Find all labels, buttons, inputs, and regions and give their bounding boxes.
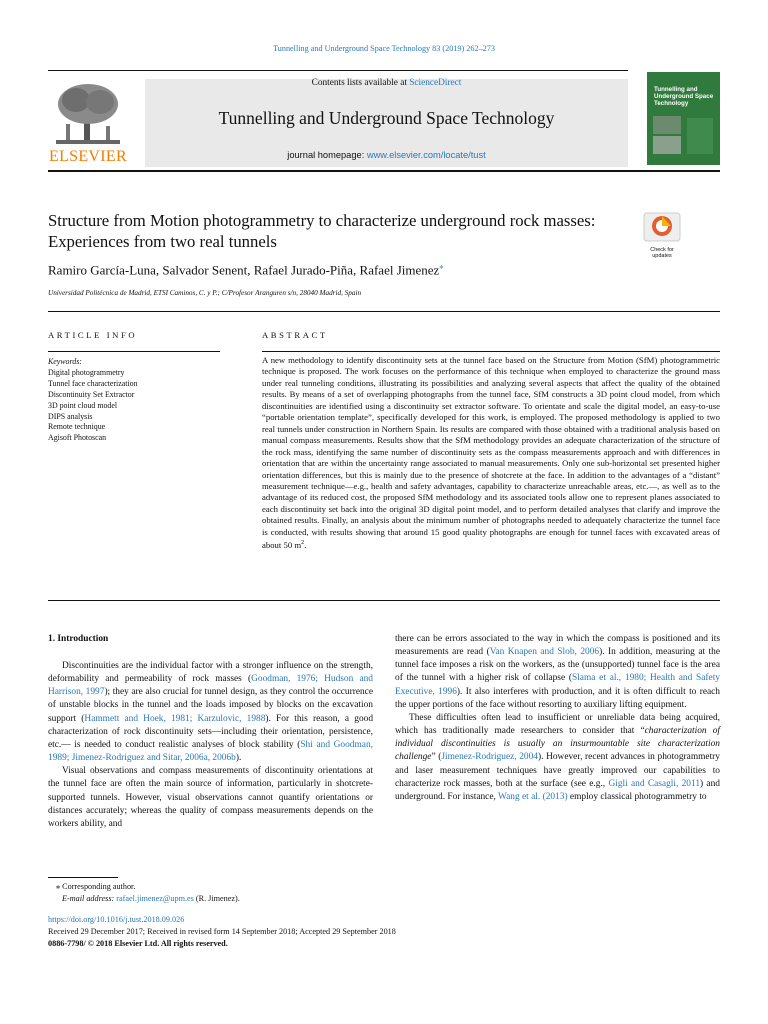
text: there can be errors associated to the way in which the compass is positioned and its measurements are read ( [395, 634, 720, 658]
quotation: characterization of individual discontinuities is usually an insurmountable site characterization challenge [395, 726, 720, 763]
journal-homepage [145, 150, 628, 160]
journal-cover-thumbnail[interactable] [647, 72, 720, 165]
received-dates: Received 29 December 2017; Received in revised form 14 September 2018; Accepted 29 September 2018 [48, 927, 396, 936]
keyword-item: Discontinuity Set Extractor [48, 389, 135, 399]
section-divider [48, 311, 720, 312]
citation-link[interactable]: Wang et al. (2013) [498, 791, 568, 802]
elsevier-wordmark: ELSEVIER [49, 148, 127, 165]
author-list [48, 262, 443, 278]
paragraph [395, 712, 720, 804]
citation-link[interactable]: Shi and Goodman, 1989; Jimenez-Rodriguez and Sitar, 2006a, 2006b [48, 739, 373, 764]
cover-photo [653, 116, 681, 134]
contents-line [145, 78, 628, 88]
header-bottom-rule [48, 170, 720, 172]
cover-photo [653, 136, 681, 154]
keyword-item: Digital photogrammetry [48, 367, 125, 377]
author-affiliation: Universidad Politécnica de Madrid, ETSI Caminos, C. y P.; C/Profesor Aranguren s/n, 28040 Madrid, Spain [48, 289, 362, 297]
text: employ classical photogrammetry to [567, 791, 707, 802]
text: ). It also interferes with production, and it is often difficult to reach the upper portions of the face without resorting to auxiliary lifting equipment. [395, 686, 720, 710]
citation-link[interactable]: Van Knapen and Slob, 2006 [489, 647, 600, 658]
cover-title: Tunnelling and Underground Space Technology [654, 86, 714, 107]
abstract-end: . [304, 540, 307, 551]
text: ” ( [431, 752, 442, 763]
email-label: E-mail address: [62, 894, 117, 903]
keywords-label: Keywords: [48, 357, 82, 366]
introduction-heading: 1. Introduction [48, 634, 109, 644]
keyword-item: Agisoft Photoscan [48, 433, 107, 443]
text: ) and underground. For instance, [395, 778, 720, 802]
footnote-email [62, 893, 240, 905]
authors: Ramiro García-Luna, Salvador Senent, Rafael Jurado-Piña, Rafael Jimenez [48, 262, 440, 278]
journal-title: Tunnelling and Underground Space Technology [218, 108, 555, 128]
abstract-rule [262, 351, 720, 352]
text: ). However, recent advances in photogrammetry and laser measurement techniques have greatly improved our capabilities to characterize rock masses, both at the surface (see e.g., [395, 752, 720, 789]
keywords-block [48, 357, 138, 444]
text: ). [235, 753, 242, 764]
citation-link[interactable]: Slama et al., 1980; Health and Safety Executive, 1996 [395, 673, 720, 697]
citation-link[interactable]: Hammett and Hoek, 1981; Karzulovic, 1988 [84, 713, 266, 724]
body-column-right [395, 633, 720, 804]
keyword-item: Remote technique [48, 422, 106, 432]
header-top-rule [48, 70, 628, 71]
homepage-label: journal homepage: [287, 150, 367, 160]
citation-link[interactable]: Jimenez-Rodriguez, 2004 [441, 752, 538, 763]
text: ). For this reason, a good characterization of rock discontinuity sets—including their orientation, persistence, etc.— is needed to conduct realistic analyses of block stability ( [48, 713, 374, 750]
article-metadata [48, 914, 396, 950]
homepage-link[interactable]: www.elsevier.com/locate/tust [366, 150, 486, 160]
citation-link[interactable]: Gigli and Casagli, 2011 [608, 778, 701, 789]
keyword-item: 3D point cloud model [48, 400, 118, 410]
journal-citation[interactable]: Tunnelling and Underground Space Technology 83 (2019) 262–273 [273, 44, 495, 53]
paragraph: Visual observations and compass measurements of discontinuity orientations at the tunnel face are often the main source of information, particularly in shotcrete-supported tunnels. However, visual observations cannot quantify orientations or distances accurately; whereas the quality of compass measurements depends on the workers ability, and [48, 766, 373, 829]
crossmark-icon [643, 212, 681, 242]
footnote-corresponding: ⁎ Corresponding author. [56, 882, 136, 891]
elsevier-logo [48, 80, 128, 166]
article-info-heading: ARTICLE INFO [48, 330, 138, 340]
footnote-rule [48, 877, 118, 878]
abstract-text [262, 355, 720, 552]
article-info-rule [48, 351, 220, 352]
abstract-body: A new methodology to identify discontinuity sets at the tunnel face based on the Structure from Motion (SfM) photogrammetric technique is proposed. The work focuses on the performance of this technique when employed to characterize the ground mass under real tunneling conditions, illustrating its possibilities and analyzing several aspects that affect the quality of the obtained results. By means of a set of overlapping photographs from the tunnel face, SfM constructs a 3D point cloud model, from which discontinuities are identified using a discontinuity set extractor software. To orientate and scale the digital model, an easy-to-use “portable orientation template”, specifically developed for this work, is employed. The proposed methodology is applied to two real tunnels under construction in Northern Spain. Its results are compared with those obtained with a traditional analysis based on manual compass measurements. Results show that the SfM methodology provides an adequate characterization of the structure of the rock mass, identifying the same number of discontinuity sets as the compass measurements approach and with differences in orientation that are within the uncertainty range associated to manual measurements. Only one sub-horizontal set presented higher orientation differences, but this is mainly due to the presence of shotcrete at the face. In addition to the advantages of a “distant” measurement technique—e.g., health and safety advantages, capability to characterize unreachable areas, etc.—, as well as to the advantage of its reduced cost, the proposed SfM methodology and its associated tools allow one to represent planes associated to each discontinuity set back into the original 3D digital point model, and to perform detailed analyses that clarify and improve the obtained results. Finally, an analysis about the minimum number of photographs needed to adequately characterize the tunnel face is conducted, with results showing that around 15 good quality photographs are enough for tunnel faces with excavated areas of about 50 m [262, 355, 720, 551]
area-unit-superscript: 2 [301, 540, 305, 547]
abstract-heading: ABSTRACT [262, 330, 328, 340]
keyword-item: DIPS analysis [48, 411, 93, 421]
corresponding-author-marker[interactable]: ⁎ [439, 262, 444, 271]
contents-prefix: Contents lists available at [311, 78, 410, 88]
text: ). In addition, measuring at the tunnel face imposes a risk on the workers, as the (unsupported) tunnel face is the area of the tunnel with a higher risk of collapse ( [395, 647, 720, 684]
text: Discontinuities are the individual factor with a stronger influence on the strength, deformability and permeability of rock masses ( [48, 661, 373, 685]
article-title: Structure from Motion photogrammetry to characterize underground rock masses: Experiences from two real tunnels [48, 211, 596, 251]
email-link[interactable]: rafael.jimenez@upm.es [116, 894, 194, 903]
crossmark-badge[interactable] [643, 212, 681, 259]
text: ); they are also crucial for tunnel design, as they control the occurrence of unstable blocks in the tunnel and the loads imposed by blocks on the excavation support ( [48, 687, 373, 724]
citation-link[interactable]: Goodman, 1976; Hudson and Harrison, 1997 [48, 674, 373, 698]
keyword-item: Tunnel face characterization [48, 378, 138, 388]
crossmark-label: Check for updates [650, 247, 674, 259]
sciencedirect-link[interactable]: ScienceDirect [409, 78, 462, 88]
email-suffix: (R. Jimenez). [193, 894, 240, 903]
tree-icon [48, 80, 128, 148]
section-divider [48, 600, 720, 601]
cover-contents [687, 118, 713, 154]
copyright: 0886-7798/ © 2018 Elsevier Ltd. All rights reserved. [48, 939, 228, 948]
doi-link[interactable]: https://doi.org/10.1016/j.tust.2018.09.026 [48, 915, 185, 924]
text: These difficulties often lead to insufficient or unreliable data being acquired, which has traditionally made researchers to consider that “ [395, 712, 720, 737]
paragraph [48, 660, 373, 765]
paragraph [395, 633, 720, 712]
body-column-left [48, 660, 373, 831]
